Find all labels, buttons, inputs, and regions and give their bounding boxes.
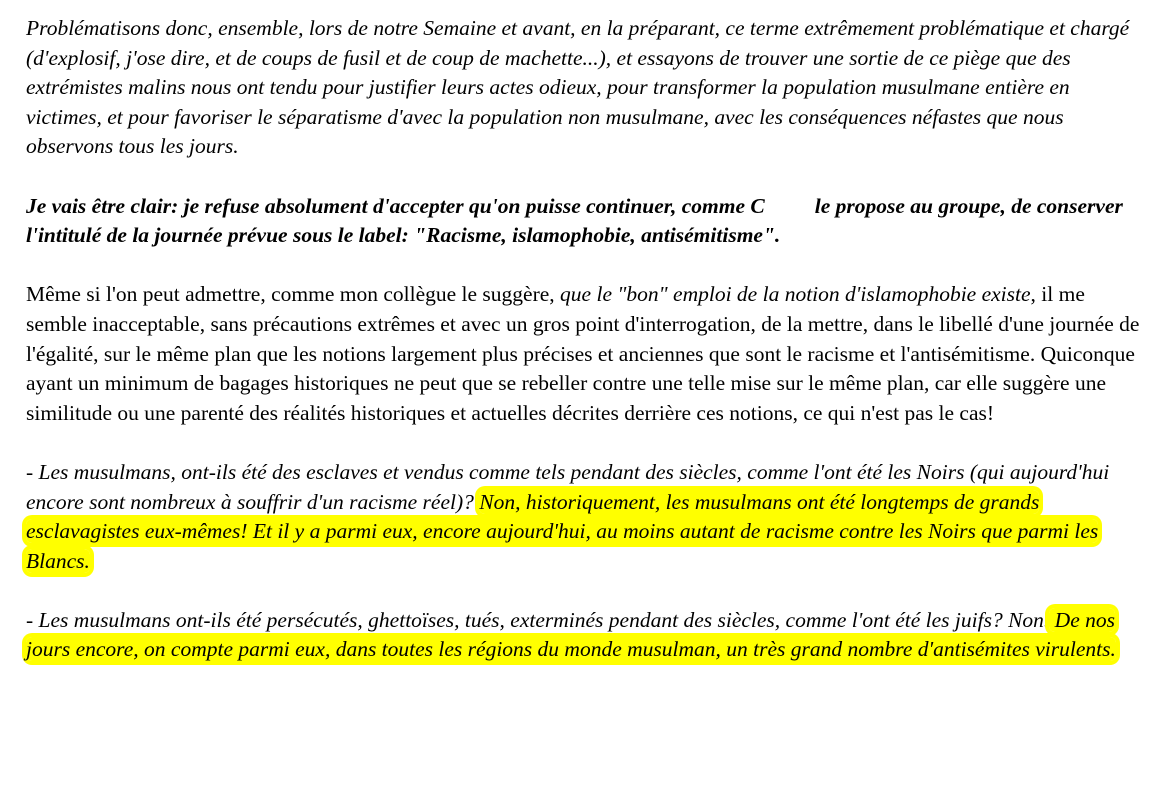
paragraph-statement-part1: Je vais être clair: je refuse absolument d'accepter qu'on puisse continuer, comme C [26,193,765,218]
paragraph-intro [26,14,1148,162]
question-slavery-dash: - [26,459,39,484]
highlight-slavery-answer: Non, historiquement, les musulmans ont été longtemps de grands esclavagistes eux-mêmes! Et il y a parmi eux, encore aujourd'hui, au moins autant de racisme contre les Noirs que parmi les Blancs. [26,489,1099,573]
question-persecution-dash: - [26,607,39,632]
highlight-persecution-answer: De nos jours encore, on compte parmi eux, dans toutes les régions du monde musulman, un très grand nombre d'antisémites virulents. [26,607,1116,662]
paragraph-argument-rest: , il me semble inacceptable, sans précautions extrêmes et avec un gros point d'interrogation, de la mettre, dans le libellé d'une journée de l'égalité, sur le même plan que les notions largement plus précises et anciennes que sont le racisme et l'antisémitisme. Quiconque ayant un minimum de bagages historiques ne peut que se rebeller contre une telle mise sur le même plan, car elle suggère une similitude ou une parenté des réalités historiques et actuelles décrites derrière ces notions, ce qui n'est pas le cas! [26,282,1140,425]
paragraph-question-slavery [26,458,1148,576]
paragraph-statement [26,192,1148,251]
paragraph-intro-text: Problématisons donc, ensemble, lors de notre Semaine et avant, en la préparant, ce terme extrêmement problématique et chargé (d'explosif, j'ose dire, et de coups de fusil et de coup de machette...), et essayons de trouver une sortie de ce piège que des extrémistes malins nous ont tendu pour justifier leurs actes odieux, pour transformer la population musulmane entière en victimes, et pour favoriser le séparatisme d'avec la population non musulmane, avec les conséquences néfastes que nous observons tous les jours. [26,16,1130,159]
question-persecution-text: Les musulmans ont-ils été persécutés, ghettoïses, tués, exterminés pendant des siècles, comme l'ont été les juifs? Non. [38,607,1050,632]
paragraph-argument-lead: Même si l'on peut admettre, comme mon collègue le suggère, [26,282,561,307]
paragraph-statement-part2: le propose au groupe, de conserver l'intitulé de la journée prévue sous le label: "Racisme, islamophobie, antisémitisme". [26,193,1123,248]
paragraph-argument [26,280,1148,428]
document-body [26,14,1148,695]
paragraph-argument-quote: que le "bon" emploi de la notion d'islamophobie existe [560,282,1031,307]
paragraph-question-persecution [26,606,1148,665]
question-slavery-text: Les musulmans, ont-ils été des esclaves et vendus comme tels pendant des siècles, comme l'ont été les Noirs (qui aujourd'hui encore sont nombreux à souffrir d'un racisme réel)? [26,459,1110,514]
